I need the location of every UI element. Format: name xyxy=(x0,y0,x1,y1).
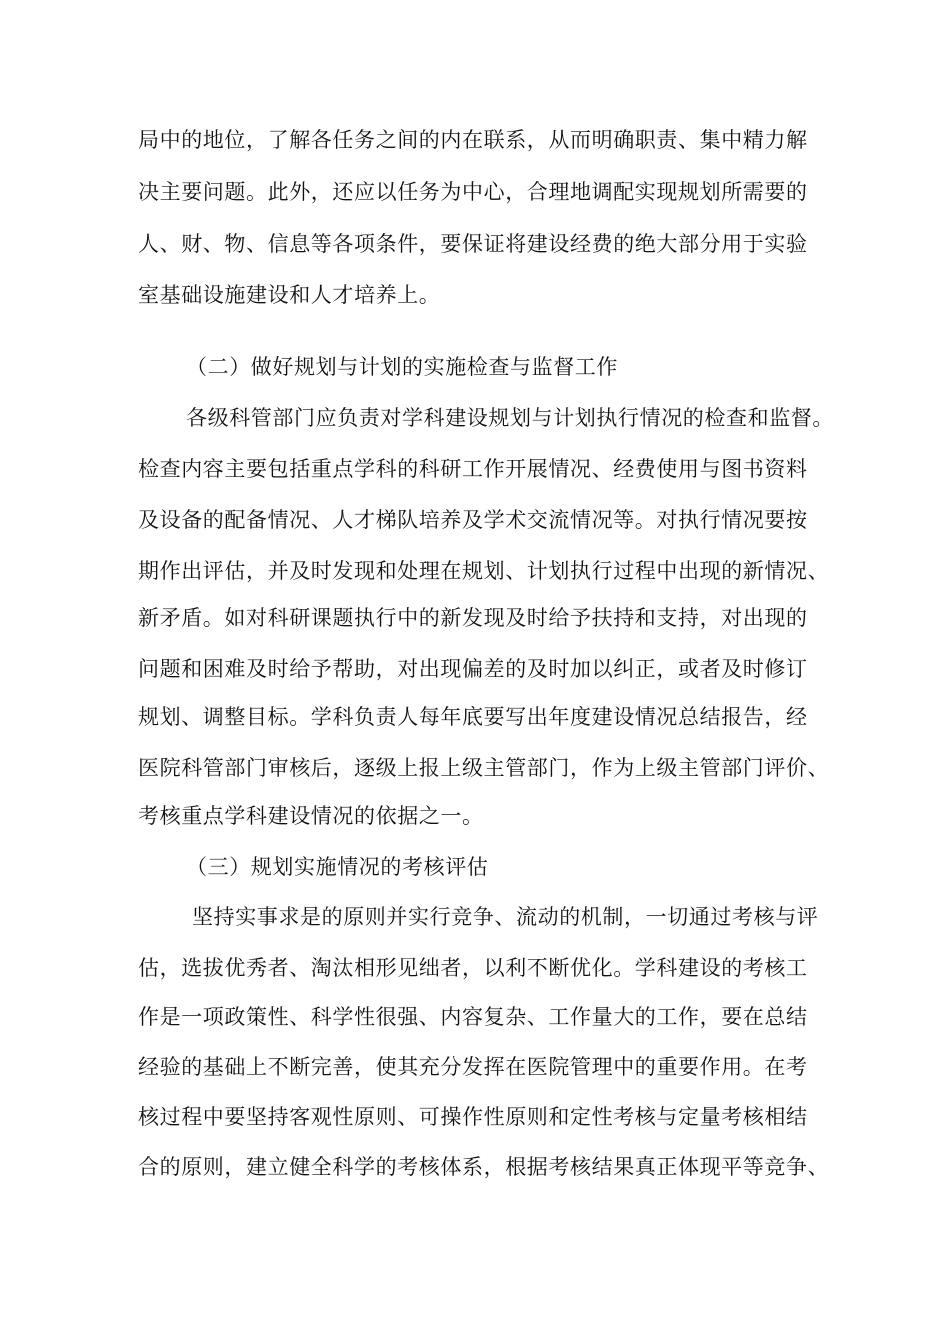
paragraph-line: 估，选拔优秀者、淘汰相形见绌者，以利不断优化。学科建设的考核工 xyxy=(138,956,808,980)
paragraph-line: 新矛盾。如对科研课题执行中的新发现及时给予扶持和支持，对出现的 xyxy=(138,606,808,630)
section-heading-2: （二）做好规划与计划的实施检查与监督工作 xyxy=(186,355,618,379)
paragraph-line: 考核重点学科建设情况的依据之一。 xyxy=(138,804,484,828)
paragraph-line: 经验的基础上不断完善，使其充分发挥在医院管理中的重要作用。在考 xyxy=(138,1055,808,1079)
paragraph-line: 作是一项政策性、科学性很强、内容复杂、工作量大的工作，要在总结 xyxy=(138,1005,808,1029)
section-heading-3: （三）规划实施情况的考核评估 xyxy=(186,855,489,879)
paragraph-line: 医院科管部门审核后，逐级上报上级主管部门，作为上级主管部门评价、 xyxy=(138,756,830,780)
paragraph-line: 决主要问题。此外，还应以任务为中心，合理地调配实现规划所需要的 xyxy=(138,180,808,204)
paragraph-line: 及设备的配备情况、人才梯队培养及学术交流情况等。对执行情况要按 xyxy=(138,508,808,532)
paragraph-line: 坚持实事求是的原则并实行竞争、流动的机制，一切通过考核与评 xyxy=(192,905,819,929)
paragraph-line: 人、财、物、信息等各项条件，要保证将建设经费的绝大部分用于实验 xyxy=(138,232,808,256)
paragraph-line: 问题和困难及时给予帮助，对出现偏差的及时加以纠正，或者及时修订 xyxy=(138,657,808,681)
paragraph-line: 室基础设施建设和人才培养上。 xyxy=(138,283,441,307)
paragraph-line: 局中的地位，了解各任务之间的内在联系，从而明确职责、集中精力解 xyxy=(138,128,808,152)
paragraph-line: 规划、调整目标。学科负责人每年底要写出年度建设情况总结报告，经 xyxy=(138,705,808,729)
paragraph-line: 检查内容主要包括重点学科的科研工作开展情况、经费使用与图书资料 xyxy=(138,457,808,481)
paragraph-line: 合的原则，建立健全科学的考核体系，根据考核结果真正体现平等竞争、 xyxy=(138,1155,830,1179)
paragraph-line: 核过程中要坚持客观性原则、可操作性原则和定性考核与定量考核相结 xyxy=(138,1105,808,1129)
paragraph-line: 各级科管部门应负责对学科建设规划与计划执行情况的检查和监督。 xyxy=(186,406,834,430)
paragraph-line: 期作出评估，并及时发现和处理在规划、计划执行过程中出现的新情况、 xyxy=(138,559,830,583)
